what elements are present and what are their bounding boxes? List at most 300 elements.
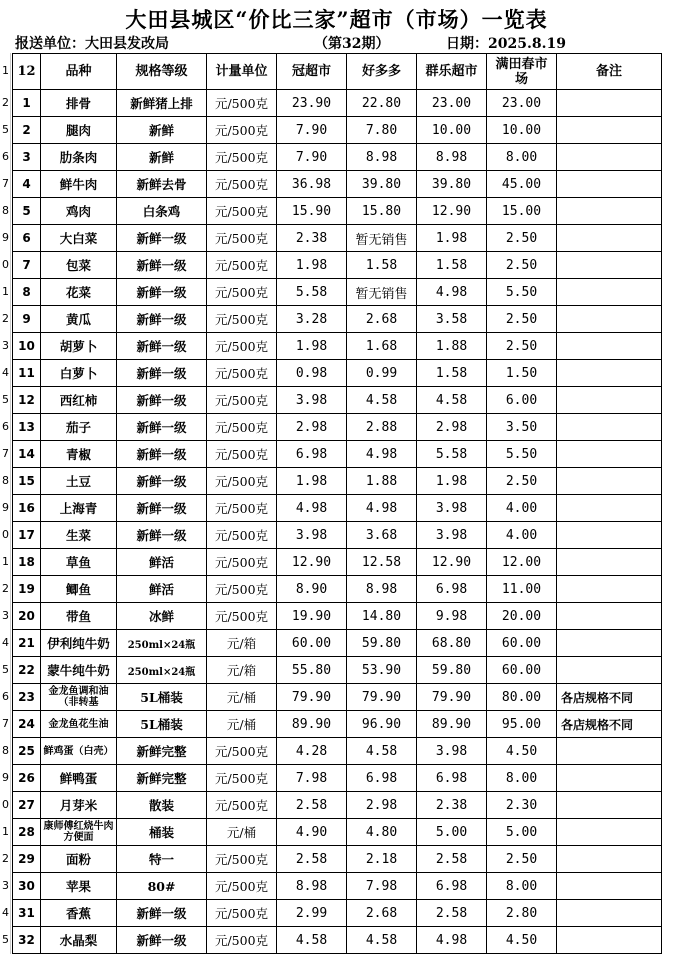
note-cell[interactable] — [557, 576, 662, 603]
price-store-2-cell[interactable]: 4.98 — [347, 495, 417, 522]
note-cell[interactable] — [557, 765, 662, 792]
note-cell[interactable] — [557, 495, 662, 522]
price-store-1-cell[interactable]: 1.98 — [277, 468, 347, 495]
unit-cell[interactable]: 元/500克 — [207, 306, 277, 333]
row-index-cell[interactable]: 9 — [13, 306, 41, 333]
price-store-2-cell[interactable]: 暂无销售 — [347, 279, 417, 306]
spec-cell[interactable]: 新鲜去骨 — [117, 171, 207, 198]
unit-cell[interactable]: 元/500克 — [207, 225, 277, 252]
note-cell[interactable] — [557, 846, 662, 873]
price-store-2-cell[interactable]: 3.68 — [347, 522, 417, 549]
item-name-cell[interactable]: 蒙牛纯牛奶 — [41, 657, 117, 684]
unit-cell[interactable]: 元/500克 — [207, 873, 277, 900]
header-name[interactable]: 品种 — [41, 54, 117, 90]
note-cell[interactable] — [557, 819, 662, 846]
sheet-row-number: 2 — [2, 95, 9, 109]
unit-cell[interactable]: 元/500克 — [207, 495, 277, 522]
price-store-2-cell[interactable]: 15.80 — [347, 198, 417, 225]
price-store-4-cell[interactable]: 2.30 — [487, 792, 557, 819]
item-name-cell[interactable]: 鲫鱼 — [41, 576, 117, 603]
price-store-2-cell[interactable]: 0.99 — [347, 360, 417, 387]
price-store-4-cell[interactable]: 8.00 — [487, 765, 557, 792]
price-store-4-cell[interactable]: 2.50 — [487, 333, 557, 360]
price-store-3-cell[interactable]: 2.98 — [417, 414, 487, 441]
price-store-4-cell[interactable]: 2.50 — [487, 252, 557, 279]
price-store-1-cell[interactable]: 19.90 — [277, 603, 347, 630]
price-store-3-cell[interactable]: 10.00 — [417, 117, 487, 144]
price-store-2-cell[interactable]: 39.80 — [347, 171, 417, 198]
price-store-1-cell[interactable]: 23.90 — [277, 90, 347, 117]
price-store-1-cell[interactable]: 7.90 — [277, 144, 347, 171]
price-store-3-cell[interactable]: 12.90 — [417, 549, 487, 576]
spec-cell[interactable]: 桶装 — [117, 819, 207, 846]
row-index-cell[interactable]: 31 — [13, 900, 41, 927]
spec-cell[interactable]: 新鲜完整 — [117, 765, 207, 792]
unit-cell[interactable]: 元/500克 — [207, 117, 277, 144]
item-name-cell[interactable]: 肋条肉 — [41, 144, 117, 171]
price-store-1-cell[interactable]: 79.90 — [277, 684, 347, 711]
unit-cell[interactable]: 元/500克 — [207, 846, 277, 873]
price-store-2-cell[interactable]: 2.98 — [347, 792, 417, 819]
row-index-cell[interactable]: 21 — [13, 630, 41, 657]
price-store-2-cell[interactable]: 14.80 — [347, 603, 417, 630]
price-store-3-cell[interactable]: 5.00 — [417, 819, 487, 846]
price-store-1-cell[interactable]: 8.98 — [277, 873, 347, 900]
item-name-cell[interactable]: 土豆 — [41, 468, 117, 495]
spec-cell[interactable]: 新鲜一级 — [117, 468, 207, 495]
header-store-3[interactable]: 群乐超市 — [417, 54, 487, 90]
note-cell[interactable] — [557, 873, 662, 900]
row-index-cell[interactable]: 13 — [13, 414, 41, 441]
price-store-4-cell[interactable]: 1.50 — [487, 360, 557, 387]
price-store-4-cell[interactable]: 20.00 — [487, 603, 557, 630]
item-name-cell[interactable]: 黄瓜 — [41, 306, 117, 333]
row-index-cell[interactable]: 8 — [13, 279, 41, 306]
price-store-4-cell[interactable]: 15.00 — [487, 198, 557, 225]
item-name-cell[interactable]: 大白菜 — [41, 225, 117, 252]
row-index-cell[interactable]: 4 — [13, 171, 41, 198]
price-store-4-cell[interactable]: 10.00 — [487, 117, 557, 144]
price-store-1-cell[interactable]: 15.90 — [277, 198, 347, 225]
note-cell[interactable]: 各店规格不同 — [557, 684, 662, 711]
price-store-2-cell[interactable]: 1.58 — [347, 252, 417, 279]
price-store-3-cell[interactable]: 2.58 — [417, 900, 487, 927]
price-store-2-cell[interactable]: 4.58 — [347, 927, 417, 954]
header-note[interactable]: 备注 — [557, 54, 662, 90]
note-cell[interactable] — [557, 333, 662, 360]
price-store-3-cell[interactable]: 3.98 — [417, 738, 487, 765]
item-name-cell[interactable]: 青椒 — [41, 441, 117, 468]
item-name-cell[interactable]: 苹果 — [41, 873, 117, 900]
price-store-4-cell[interactable]: 5.50 — [487, 279, 557, 306]
price-store-2-cell[interactable]: 22.80 — [347, 90, 417, 117]
unit-cell[interactable]: 元/500克 — [207, 279, 277, 306]
price-store-4-cell[interactable]: 6.00 — [487, 387, 557, 414]
spec-cell[interactable]: 新鲜完整 — [117, 738, 207, 765]
price-store-4-cell[interactable]: 4.00 — [487, 522, 557, 549]
price-store-1-cell[interactable]: 2.58 — [277, 846, 347, 873]
note-cell[interactable] — [557, 522, 662, 549]
price-store-1-cell[interactable]: 55.80 — [277, 657, 347, 684]
item-name-cell[interactable]: 伊利纯牛奶 — [41, 630, 117, 657]
header-store-1[interactable]: 冠超市 — [277, 54, 347, 90]
price-store-4-cell[interactable]: 23.00 — [487, 90, 557, 117]
spec-cell[interactable]: 新鲜一级 — [117, 927, 207, 954]
price-store-1-cell[interactable]: 6.98 — [277, 441, 347, 468]
price-store-3-cell[interactable]: 2.58 — [417, 846, 487, 873]
price-store-2-cell[interactable]: 8.98 — [347, 576, 417, 603]
unit-cell[interactable]: 元/500克 — [207, 738, 277, 765]
price-store-3-cell[interactable]: 39.80 — [417, 171, 487, 198]
item-name-cell[interactable]: 康师傅红烧牛肉方便面 — [41, 819, 117, 846]
header-store-2[interactable]: 好多多 — [347, 54, 417, 90]
unit-cell[interactable]: 元/箱 — [207, 630, 277, 657]
item-name-cell[interactable]: 茄子 — [41, 414, 117, 441]
price-store-3-cell[interactable]: 68.80 — [417, 630, 487, 657]
price-store-4-cell[interactable]: 5.50 — [487, 441, 557, 468]
item-name-cell[interactable]: 香蕉 — [41, 900, 117, 927]
price-store-2-cell[interactable]: 2.88 — [347, 414, 417, 441]
note-cell[interactable] — [557, 90, 662, 117]
price-store-4-cell[interactable]: 60.00 — [487, 657, 557, 684]
price-store-2-cell[interactable]: 7.98 — [347, 873, 417, 900]
unit-cell[interactable]: 元/桶 — [207, 711, 277, 738]
price-store-3-cell[interactable]: 1.88 — [417, 333, 487, 360]
price-store-4-cell[interactable]: 60.00 — [487, 630, 557, 657]
note-cell[interactable] — [557, 900, 662, 927]
row-index-cell[interactable]: 1 — [13, 90, 41, 117]
spec-cell[interactable]: 新鲜一级 — [117, 333, 207, 360]
price-store-1-cell[interactable]: 4.90 — [277, 819, 347, 846]
price-store-4-cell[interactable]: 5.00 — [487, 819, 557, 846]
row-index-cell[interactable]: 23 — [13, 684, 41, 711]
note-cell[interactable] — [557, 198, 662, 225]
price-store-1-cell[interactable]: 2.58 — [277, 792, 347, 819]
note-cell[interactable] — [557, 225, 662, 252]
unit-cell[interactable]: 元/500克 — [207, 90, 277, 117]
price-store-3-cell[interactable]: 1.98 — [417, 225, 487, 252]
header-spec[interactable]: 规格等级 — [117, 54, 207, 90]
row-index-cell[interactable]: 5 — [13, 198, 41, 225]
note-cell[interactable] — [557, 360, 662, 387]
price-store-3-cell[interactable]: 1.58 — [417, 252, 487, 279]
note-cell[interactable] — [557, 414, 662, 441]
price-store-1-cell[interactable]: 3.28 — [277, 306, 347, 333]
row-index-cell[interactable]: 15 — [13, 468, 41, 495]
item-name-cell[interactable]: 排骨 — [41, 90, 117, 117]
price-store-4-cell[interactable]: 95.00 — [487, 711, 557, 738]
price-store-1-cell[interactable]: 7.90 — [277, 117, 347, 144]
row-index-cell[interactable]: 12 — [13, 387, 41, 414]
price-store-2-cell[interactable]: 53.90 — [347, 657, 417, 684]
spec-cell[interactable]: 新鲜一级 — [117, 414, 207, 441]
unit-cell[interactable]: 元/500克 — [207, 522, 277, 549]
item-name-cell[interactable]: 鲜牛肉 — [41, 171, 117, 198]
unit-cell[interactable]: 元/500克 — [207, 387, 277, 414]
note-cell[interactable] — [557, 306, 662, 333]
item-name-cell[interactable]: 生菜 — [41, 522, 117, 549]
header-store-4[interactable]: 满田春市场 — [487, 54, 557, 90]
item-name-cell[interactable]: 上海青 — [41, 495, 117, 522]
spec-cell[interactable]: 新鲜一级 — [117, 900, 207, 927]
spec-cell[interactable]: 鲜活 — [117, 576, 207, 603]
unit-cell[interactable]: 元/500克 — [207, 900, 277, 927]
price-store-1-cell[interactable]: 3.98 — [277, 522, 347, 549]
unit-cell[interactable]: 元/500克 — [207, 576, 277, 603]
item-name-cell[interactable]: 包菜 — [41, 252, 117, 279]
price-store-1-cell[interactable]: 36.98 — [277, 171, 347, 198]
price-store-3-cell[interactable]: 4.98 — [417, 279, 487, 306]
row-index-cell[interactable]: 29 — [13, 846, 41, 873]
price-store-4-cell[interactable]: 2.50 — [487, 846, 557, 873]
price-store-3-cell[interactable]: 4.58 — [417, 387, 487, 414]
row-index-cell[interactable]: 14 — [13, 441, 41, 468]
price-store-2-cell[interactable]: 暂无销售 — [347, 225, 417, 252]
unit-cell[interactable]: 元/桶 — [207, 684, 277, 711]
item-name-cell[interactable]: 月芽米 — [41, 792, 117, 819]
item-name-cell[interactable]: 鲜鸭蛋 — [41, 765, 117, 792]
row-index-cell[interactable]: 30 — [13, 873, 41, 900]
spec-cell[interactable]: 新鲜一级 — [117, 360, 207, 387]
price-store-1-cell[interactable]: 0.98 — [277, 360, 347, 387]
price-store-3-cell[interactable]: 79.90 — [417, 684, 487, 711]
spec-cell[interactable]: 新鲜一级 — [117, 495, 207, 522]
price-store-4-cell[interactable]: 12.00 — [487, 549, 557, 576]
price-store-3-cell[interactable]: 8.98 — [417, 144, 487, 171]
note-cell[interactable] — [557, 279, 662, 306]
spec-cell[interactable]: 特一 — [117, 846, 207, 873]
price-store-3-cell[interactable]: 12.90 — [417, 198, 487, 225]
spec-cell[interactable]: 80# — [117, 873, 207, 900]
price-store-4-cell[interactable]: 2.50 — [487, 306, 557, 333]
item-name-cell[interactable]: 花菜 — [41, 279, 117, 306]
note-cell[interactable] — [557, 630, 662, 657]
price-store-4-cell[interactable]: 4.50 — [487, 738, 557, 765]
price-store-3-cell[interactable]: 5.58 — [417, 441, 487, 468]
price-store-4-cell[interactable]: 80.00 — [487, 684, 557, 711]
price-store-4-cell[interactable]: 2.50 — [487, 468, 557, 495]
price-store-1-cell[interactable]: 3.98 — [277, 387, 347, 414]
note-cell[interactable] — [557, 441, 662, 468]
row-index-cell[interactable]: 10 — [13, 333, 41, 360]
price-store-3-cell[interactable]: 9.98 — [417, 603, 487, 630]
unit-cell[interactable]: 元/500克 — [207, 333, 277, 360]
price-store-3-cell[interactable]: 6.98 — [417, 765, 487, 792]
spec-cell[interactable]: 250ml×24瓶 — [117, 657, 207, 684]
price-store-4-cell[interactable]: 4.50 — [487, 927, 557, 954]
price-store-3-cell[interactable]: 23.00 — [417, 90, 487, 117]
price-store-1-cell[interactable]: 60.00 — [277, 630, 347, 657]
spec-cell[interactable]: 新鲜一级 — [117, 306, 207, 333]
item-name-cell[interactable]: 鲜鸡蛋（白壳） — [41, 738, 117, 765]
spec-cell[interactable]: 白条鸡 — [117, 198, 207, 225]
unit-cell[interactable]: 元/500克 — [207, 441, 277, 468]
item-name-cell[interactable]: 面粉 — [41, 846, 117, 873]
price-store-4-cell[interactable]: 4.00 — [487, 495, 557, 522]
note-cell[interactable] — [557, 171, 662, 198]
note-cell[interactable] — [557, 387, 662, 414]
unit-cell[interactable]: 元/500克 — [207, 144, 277, 171]
price-store-3-cell[interactable]: 1.58 — [417, 360, 487, 387]
note-cell[interactable] — [557, 603, 662, 630]
price-store-4-cell[interactable]: 8.00 — [487, 144, 557, 171]
note-cell[interactable] — [557, 927, 662, 954]
price-store-1-cell[interactable]: 7.98 — [277, 765, 347, 792]
spec-cell[interactable]: 新鲜一级 — [117, 387, 207, 414]
header-idx[interactable]: 12 — [13, 54, 41, 90]
spec-cell[interactable]: 新鲜 — [117, 117, 207, 144]
spec-cell[interactable]: 新鲜一级 — [117, 225, 207, 252]
row-index-cell[interactable]: 7 — [13, 252, 41, 279]
price-store-1-cell[interactable]: 4.58 — [277, 927, 347, 954]
price-store-2-cell[interactable]: 4.98 — [347, 441, 417, 468]
unit-cell[interactable]: 元/500克 — [207, 468, 277, 495]
unit-cell[interactable]: 元/500克 — [207, 414, 277, 441]
price-store-1-cell[interactable]: 4.28 — [277, 738, 347, 765]
price-store-2-cell[interactable]: 1.88 — [347, 468, 417, 495]
price-store-1-cell[interactable]: 1.98 — [277, 252, 347, 279]
price-store-3-cell[interactable]: 3.58 — [417, 306, 487, 333]
price-store-2-cell[interactable]: 12.58 — [347, 549, 417, 576]
spec-cell[interactable]: 新鲜 — [117, 144, 207, 171]
price-store-2-cell[interactable]: 59.80 — [347, 630, 417, 657]
sheet-row-number: 3 — [2, 878, 9, 892]
price-store-2-cell[interactable]: 96.90 — [347, 711, 417, 738]
spec-cell[interactable]: 新鲜一级 — [117, 441, 207, 468]
price-store-3-cell[interactable]: 3.98 — [417, 495, 487, 522]
note-cell[interactable] — [557, 549, 662, 576]
spec-cell[interactable]: 新鲜一级 — [117, 522, 207, 549]
price-store-2-cell[interactable]: 2.68 — [347, 306, 417, 333]
price-store-3-cell[interactable]: 89.90 — [417, 711, 487, 738]
note-cell[interactable] — [557, 657, 662, 684]
note-cell[interactable] — [557, 738, 662, 765]
note-cell[interactable] — [557, 144, 662, 171]
note-cell[interactable] — [557, 792, 662, 819]
item-name-cell[interactable]: 草鱼 — [41, 549, 117, 576]
spec-cell[interactable]: 散装 — [117, 792, 207, 819]
note-cell[interactable]: 各店规格不同 — [557, 711, 662, 738]
table-row — [13, 144, 662, 171]
price-store-4-cell[interactable]: 2.80 — [487, 900, 557, 927]
item-name-cell[interactable]: 腿肉 — [41, 117, 117, 144]
row-index-cell[interactable]: 26 — [13, 765, 41, 792]
spec-cell[interactable]: 冰鲜 — [117, 603, 207, 630]
row-index-cell[interactable]: 24 — [13, 711, 41, 738]
spec-cell[interactable]: 5L桶装 — [117, 711, 207, 738]
price-store-2-cell[interactable]: 4.58 — [347, 387, 417, 414]
row-index-cell[interactable]: 20 — [13, 603, 41, 630]
price-store-1-cell[interactable]: 2.99 — [277, 900, 347, 927]
row-index-cell[interactable]: 6 — [13, 225, 41, 252]
price-store-1-cell[interactable]: 1.98 — [277, 333, 347, 360]
price-store-1-cell[interactable]: 89.90 — [277, 711, 347, 738]
price-store-2-cell[interactable]: 4.80 — [347, 819, 417, 846]
price-store-3-cell[interactable]: 3.98 — [417, 522, 487, 549]
price-store-2-cell[interactable]: 4.58 — [347, 738, 417, 765]
price-store-2-cell[interactable]: 7.80 — [347, 117, 417, 144]
price-store-3-cell[interactable]: 2.38 — [417, 792, 487, 819]
price-store-1-cell[interactable]: 8.90 — [277, 576, 347, 603]
price-store-2-cell[interactable]: 6.98 — [347, 765, 417, 792]
price-store-2-cell[interactable]: 2.18 — [347, 846, 417, 873]
unit-cell[interactable]: 元/500克 — [207, 252, 277, 279]
spec-cell[interactable]: 新鲜一级 — [117, 279, 207, 306]
row-index-cell[interactable]: 11 — [13, 360, 41, 387]
price-store-1-cell[interactable]: 5.58 — [277, 279, 347, 306]
item-name-cell[interactable]: 胡萝卜 — [41, 333, 117, 360]
unit-cell[interactable]: 元/500克 — [207, 765, 277, 792]
price-store-1-cell[interactable]: 2.98 — [277, 414, 347, 441]
price-store-4-cell[interactable]: 45.00 — [487, 171, 557, 198]
price-store-2-cell[interactable]: 8.98 — [347, 144, 417, 171]
row-index-cell[interactable]: 3 — [13, 144, 41, 171]
price-store-3-cell[interactable]: 59.80 — [417, 657, 487, 684]
price-store-3-cell[interactable]: 4.98 — [417, 927, 487, 954]
item-name-cell[interactable]: 水晶梨 — [41, 927, 117, 954]
note-cell[interactable] — [557, 468, 662, 495]
price-store-1-cell[interactable]: 2.38 — [277, 225, 347, 252]
spec-cell[interactable]: 250ml×24瓶 — [117, 630, 207, 657]
spec-cell[interactable]: 新鲜猪上排 — [117, 90, 207, 117]
spec-cell[interactable]: 鲜活 — [117, 549, 207, 576]
price-store-3-cell[interactable]: 6.98 — [417, 873, 487, 900]
spec-cell[interactable]: 5L桶装 — [117, 684, 207, 711]
row-index-cell[interactable]: 27 — [13, 792, 41, 819]
price-store-4-cell[interactable]: 3.50 — [487, 414, 557, 441]
spec-cell[interactable]: 新鲜一级 — [117, 252, 207, 279]
price-store-4-cell[interactable]: 2.50 — [487, 225, 557, 252]
unit-cell[interactable]: 元/箱 — [207, 657, 277, 684]
note-cell[interactable] — [557, 252, 662, 279]
row-index-cell[interactable]: 25 — [13, 738, 41, 765]
row-index-cell[interactable]: 17 — [13, 522, 41, 549]
row-index-cell[interactable]: 18 — [13, 549, 41, 576]
item-name-cell[interactable]: 鸡肉 — [41, 198, 117, 225]
unit-cell[interactable]: 元/500克 — [207, 360, 277, 387]
price-store-2-cell[interactable]: 2.68 — [347, 900, 417, 927]
header-unit[interactable]: 计量单位 — [207, 54, 277, 90]
price-store-4-cell[interactable]: 8.00 — [487, 873, 557, 900]
item-name-cell[interactable]: 西红柿 — [41, 387, 117, 414]
unit-cell[interactable]: 元/500克 — [207, 198, 277, 225]
row-index-cell[interactable]: 22 — [13, 657, 41, 684]
price-store-4-cell[interactable]: 11.00 — [487, 576, 557, 603]
row-index-cell[interactable]: 19 — [13, 576, 41, 603]
price-store-1-cell[interactable]: 4.98 — [277, 495, 347, 522]
unit-cell[interactable]: 元/桶 — [207, 819, 277, 846]
item-name-cell[interactable]: 金龙鱼花生油 — [41, 711, 117, 738]
item-name-cell[interactable]: 带鱼 — [41, 603, 117, 630]
price-store-2-cell[interactable]: 1.68 — [347, 333, 417, 360]
price-store-1-cell[interactable]: 12.90 — [277, 549, 347, 576]
row-index-cell[interactable]: 32 — [13, 927, 41, 954]
note-cell[interactable] — [557, 117, 662, 144]
unit-cell[interactable]: 元/500克 — [207, 603, 277, 630]
price-store-3-cell[interactable]: 6.98 — [417, 576, 487, 603]
price-store-2-cell[interactable]: 79.90 — [347, 684, 417, 711]
row-index-cell[interactable]: 28 — [13, 819, 41, 846]
unit-cell[interactable]: 元/500克 — [207, 792, 277, 819]
price-store-3-cell[interactable]: 1.98 — [417, 468, 487, 495]
row-index-cell[interactable]: 16 — [13, 495, 41, 522]
unit-cell[interactable]: 元/500克 — [207, 549, 277, 576]
unit-cell[interactable]: 元/500克 — [207, 927, 277, 954]
item-name-cell[interactable]: 金龙鱼调和油（非转基 — [41, 684, 117, 711]
item-name-cell[interactable]: 白萝卜 — [41, 360, 117, 387]
row-index-cell[interactable]: 2 — [13, 117, 41, 144]
unit-cell[interactable]: 元/500克 — [207, 171, 277, 198]
